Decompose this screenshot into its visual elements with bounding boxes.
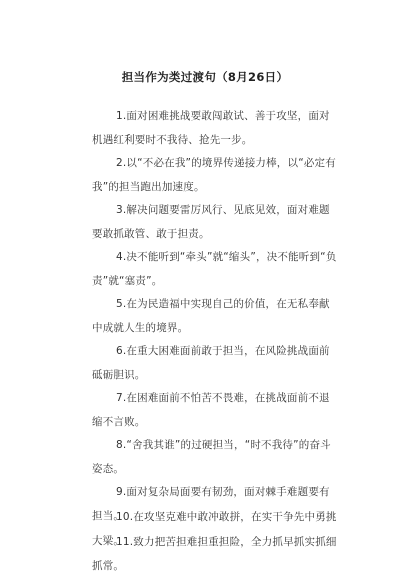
list-item: 10.在攻坚克难中敢冲敢拼，在实干争先中勇挑大梁。 bbox=[92, 511, 337, 547]
list-item: 9.面对复杂局面要有韧劲，面对棘手难题要有担当。 bbox=[92, 486, 330, 522]
list-item: 6.在重大困难面前敢于担当，在风险挑战面前砥砺胆识。 bbox=[92, 345, 330, 381]
list-item: 1.面对困难挑战要敢闯敢试、善于攻坚，面对机遇红利要时不我待、抢先一步。 bbox=[92, 110, 330, 146]
list-item: 8.“舍我其谁”的过硬担当，“时不我待”的奋斗姿态。 bbox=[92, 439, 331, 475]
list-item: 5.在为民造福中实现自己的价值，在无私奉献中成就人生的境界。 bbox=[92, 298, 330, 334]
list-item: 7.在困难面前不怕苦不畏难，在挑战面前不退缩不言败。 bbox=[92, 392, 330, 428]
list-item: 3.解决问题要雷厉风行、见底见效，面对难题要敢抓敢管、敢于担责。 bbox=[92, 204, 330, 240]
list-item: 2.以“不必在我”的境界传递接力棒，以“必定有我”的担当跑出加速度。 bbox=[92, 157, 336, 193]
list-item: 4.决不能听到“牵头”就“缩头”，决不能听到“负责”就“塞责”。 bbox=[92, 251, 337, 287]
document-title: 担当作为类过渡句（8月26日） bbox=[121, 70, 289, 84]
list-item: 11.致力把苦担难担重担险，全力抓早抓实抓细抓常。 bbox=[92, 536, 337, 572]
